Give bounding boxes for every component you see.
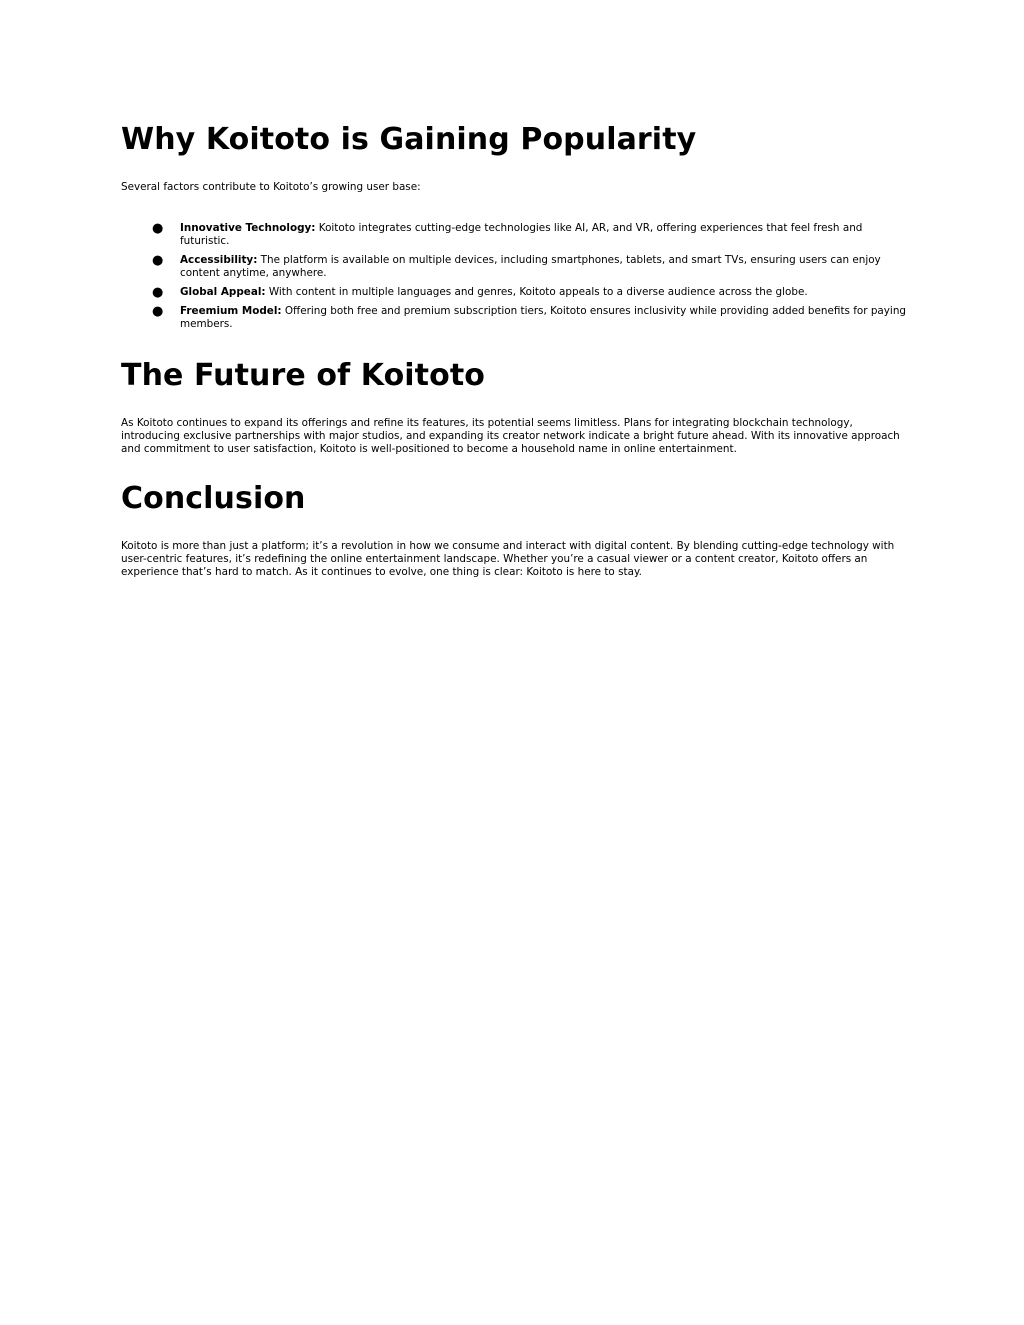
section-heading-conclusion: Conclusion: [121, 481, 306, 516]
bullet-icon: ●: [152, 221, 164, 236]
factors-list: [121, 222, 907, 337]
factor-text: The platform is available on multiple devices, including smartphones, tablets, and smart TVs, ensuring users can enjoy content anytime, anywhere.: [180, 254, 881, 279]
bullet-icon: ●: [152, 253, 164, 268]
list-item: [121, 286, 907, 299]
factor-label: Global Appeal:: [180, 286, 266, 298]
factor-label: Accessibility:: [180, 254, 258, 266]
intro-paragraph: Several factors contribute to Koitoto’s growing user base:: [121, 181, 421, 193]
list-item: [121, 254, 907, 280]
conclusion-paragraph: Koitoto is more than just a platform; it’s a revolution in how we consume and interact with digital content. By blending cutting-edge technology with user-centric features, it’s redefining the online entertainment landscape. Whether you’re a casual viewer or a content creator, Koitoto offers an experience that’s hard to match. As it continues to evolve, one thing is clear: Koitoto is here to stay.: [121, 540, 895, 578]
factor-text: With content in multiple languages and genres, Koitoto appeals to a diverse audience across the globe.: [265, 286, 808, 298]
factor-label: Freemium Model:: [180, 305, 282, 317]
section-heading-why-popularity: Why Koitoto is Gaining Popularity: [121, 122, 697, 157]
section-heading-future: The Future of Koitoto: [121, 358, 485, 393]
bullet-icon: ●: [152, 304, 164, 319]
factor-text: Koitoto integrates cutting-edge technologies like AI, AR, and VR, offering experiences that feel fresh and futuristic.: [180, 222, 863, 247]
future-paragraph: As Koitoto continues to expand its offerings and refine its features, its potential seems limitless. Plans for integrating blockchain technology, introducing exclusive partnerships with major studios, and expanding its creator network indicate a bright future ahead. With its innovative approach and commitment to user satisfaction, Koitoto is well-positioned to become a household name in online entertainment.: [121, 417, 900, 455]
factor-text: Offering both free and premium subscription tiers, Koitoto ensures inclusivity while providing added benefits for paying members.: [180, 305, 906, 330]
factor-label: Innovative Technology:: [180, 222, 316, 234]
list-item: [121, 305, 907, 331]
bullet-icon: ●: [152, 285, 164, 300]
list-item: [121, 222, 907, 248]
